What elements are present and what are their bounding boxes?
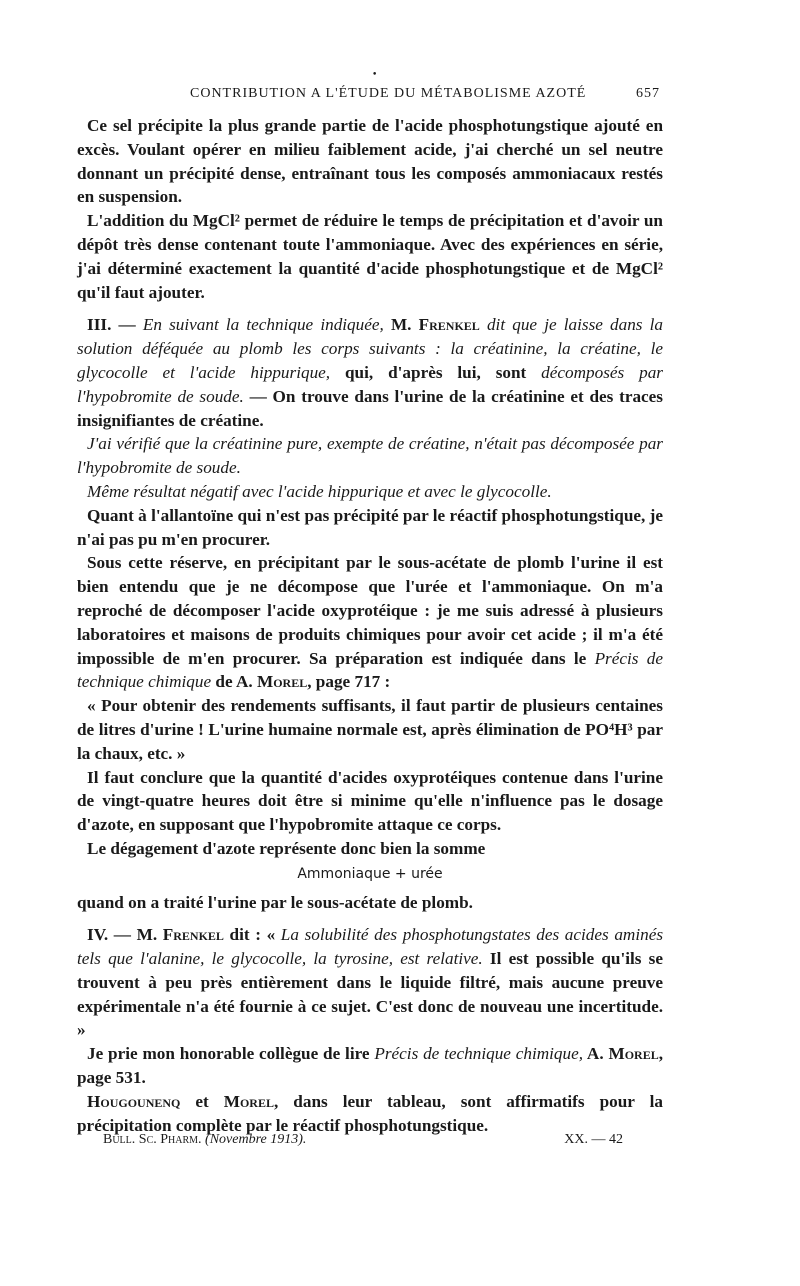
author-name: Hougounenq (87, 1091, 181, 1111)
author-name: Morel (256, 672, 308, 692)
author-name: Frenkel (162, 925, 224, 945)
paragraph-6: Quant à l'allantoïne qui n'est pas précipité par le réactif phosphotungstique, je n'ai pas pu m'en procurer. (77, 505, 663, 549)
paragraph-7: Sous cette réserve, en précipitant par le sous-acétate de plomb l'urine il est bien entendu que je ne décompose que l'urée et l'ammoniaque. On m'a reproché de décomposer l'acide oxyprotéique : je me suis adressé à plusieurs laboratoires et maisons de produits chimiques pour avoir cet acide ; il m'a été impossible de m'en procurer. Sa préparation est indiquée dans le Précis de technique chimique de A. Morel, page 717 : (77, 553, 663, 692)
formula: Ammoniaque + urée (297, 865, 443, 882)
paragraph-9: Il faut conclure que la quantité d'acides oxyprotéiques contenue dans l'urine de vingt-quatre heures doit être si minime qu'elle n'influence pas le dosage d'azote, en supposant que l'hypobromite attaque ce corps. (77, 767, 663, 835)
author-name: Frenkel (418, 315, 480, 335)
author-name: Morel (223, 1091, 274, 1111)
paragraph-2: L'addition du MgCl² permet de réduire le temps de précipitation et d'avoir un dépôt très dense contenant toute l'ammoniaque. Avec des expériences en série, j'ai déterminé exactement la quantité d'acide phosphotungstique et de MgCl² qu'il faut ajouter. (77, 211, 663, 302)
page-footer (103, 1132, 623, 1148)
header-ornament: • (372, 70, 378, 80)
paragraph-10: Le dégagement d'azote représente donc bien la somme (87, 838, 486, 858)
paragraph-12: IV. — M. Frenkel dit : « La solubilité des phosphotungstates des acides aminés tels que l'alanine, le glycocolle, la tyrosine, est relative. Il est possible qu'ils se trouvent à peu près entièrement dans le liquide filtré, mais aucune preuve expérimentale n'a été fournie à ce sujet. C'est donc de nouveau une incertitude. » (77, 925, 664, 1040)
page-number: 657 (636, 86, 660, 101)
running-header (190, 86, 660, 102)
paragraph-5: Même résultat négatif avec l'acide hippurique et avec le glycocolle. (87, 481, 552, 501)
paragraph-8: « Pour obtenir des rendements suffisants, il faut partir de plusieurs centaines de litres d'urine ! L'urine humaine normale est, après élimination de PO⁴H³ par la chaux, etc. » (77, 696, 663, 763)
paragraph-14: Hougounenq et Morel, dans leur tableau, sont affirmatifs pour la précipitation complète par le réactif phosphotungstique. (77, 1091, 663, 1135)
journal-citation: Bull. Sc. Pharm. (Novembre 1913). (103, 1132, 307, 1147)
paragraph-1: Ce sel précipite la plus grande partie de l'acide phosphotungstique ajouté en excès. Voulant opérer en milieu faiblement acide, j'ai cherché un sel neutre donnant un précipité dense, entraînant tous les composés ammoniacaux restés en suspension. (77, 116, 663, 207)
paragraph-4: J'ai vérifié que la créatinine pure, exempte de créatine, n'était pas décomposée par l'hypobromite de soude. (77, 434, 663, 478)
paragraph-11: quand on a traité l'urine par le sous-acétate de plomb. (77, 892, 473, 912)
paragraph-3: III. — En suivant la technique indiquée, M. Frenkel dit que je laisse dans la solution déféquée au plomb les corps suivants : la créatinine, la créatine, le glycocolle et l'acide hippurique, qui, d'après lui, sont décomposés par l'hypobromite de soude. — On trouve dans l'urine de la créatinine et des traces insignifiantes de créatine. (77, 315, 664, 430)
body-text (77, 114, 663, 1137)
paragraph-13: Je prie mon honorable collègue de lire Précis de technique chimique, A. Morel, page 531. (77, 1044, 663, 1088)
running-title: CONTRIBUTION A L'ÉTUDE DU MÉTABOLISME AZOTÉ (190, 86, 587, 101)
volume-signature: XX. — 42 (564, 1132, 623, 1147)
author-name: Morel (608, 1044, 659, 1064)
